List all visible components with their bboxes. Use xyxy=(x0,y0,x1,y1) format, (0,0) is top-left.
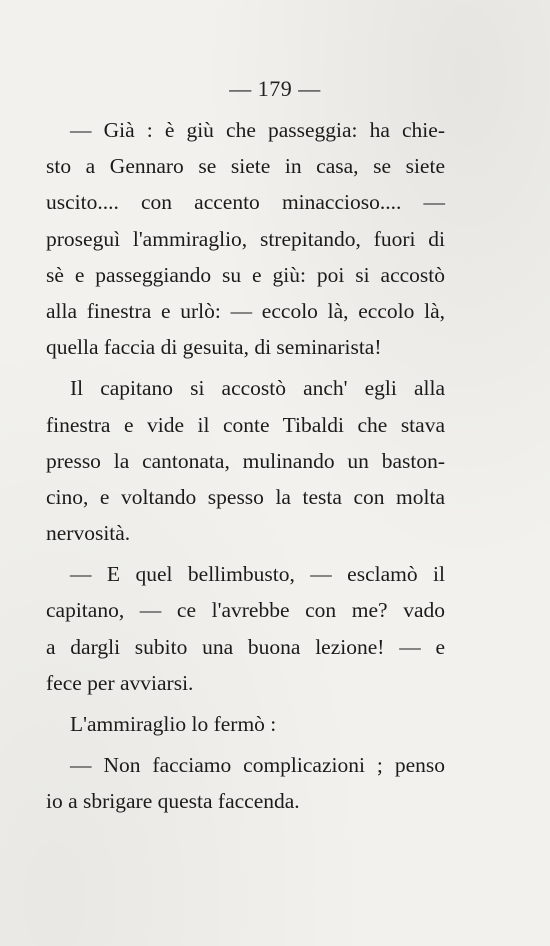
text-line: sto a Gennaro se siete in casa, se siete xyxy=(46,154,445,179)
text-line: Il capitano si accostò anch' egli alla xyxy=(70,376,445,401)
text-line: — Non facciamo complicazioni ; penso xyxy=(70,753,445,778)
paragraph xyxy=(46,112,445,365)
text-line: sè e passeggiando su e giù: poi si accostò xyxy=(46,262,445,287)
paragraph xyxy=(46,370,445,551)
text-line: quella faccia di gesuita, di seminarista! xyxy=(46,335,382,360)
text-line: alla finestra e urlò: — eccolo là, eccolo là, xyxy=(46,298,445,323)
text-line: finestra e vide il conte Tibaldi che stava xyxy=(46,412,445,437)
text-line: proseguì l'ammiraglio, strepitando, fuori di xyxy=(46,226,445,251)
text-line: L'ammiraglio lo fermò : xyxy=(70,712,277,736)
text-line: cino, e voltando spesso la testa con molta xyxy=(46,484,445,509)
paragraph xyxy=(46,747,445,819)
text-line: a dargli subito una buona lezione! — e xyxy=(46,634,445,659)
text-line: capitano, — ce l'avrebbe con me? vado xyxy=(46,598,445,623)
page-number: — 179 — xyxy=(229,76,321,101)
text-line: — Già : è giù che passeggia: ha chie- xyxy=(70,118,445,142)
paragraph xyxy=(46,556,445,701)
text-line: io a sbrigare questa faccenda. xyxy=(46,789,300,814)
text-line: nervosità. xyxy=(46,521,131,546)
text-line: presso la cantonata, mulinando un baston- xyxy=(46,448,445,473)
text-line: — E quel bellimbusto, — esclamò il xyxy=(70,562,445,587)
paragraph xyxy=(46,706,445,742)
body-text xyxy=(46,112,445,820)
text-line: fece per avviarsi. xyxy=(46,670,194,695)
text-line: uscito.... con accento minaccioso.... — xyxy=(46,190,445,215)
